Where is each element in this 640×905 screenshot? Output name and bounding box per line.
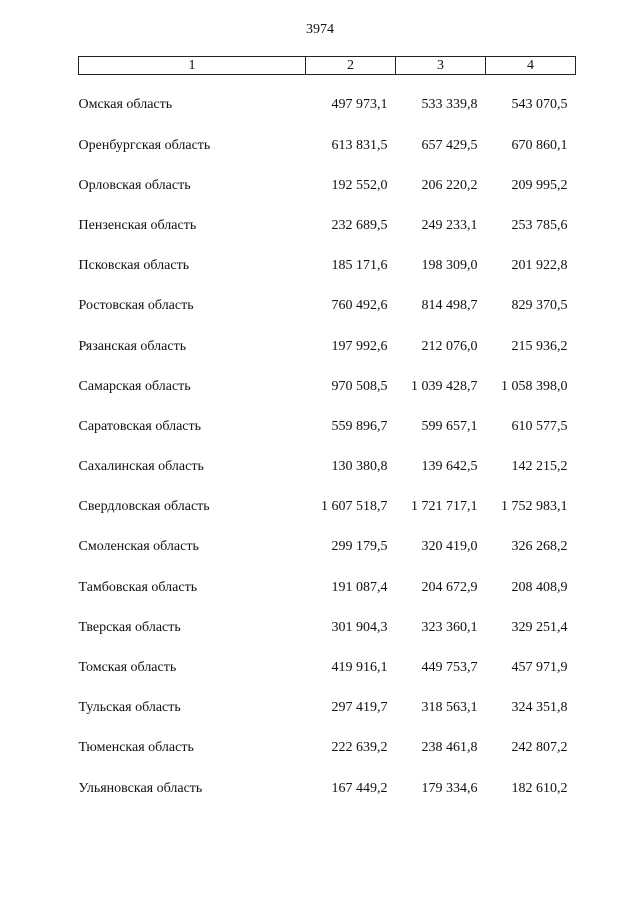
region-name-cell: Тульская область (78, 700, 181, 716)
region-name-cell: Омская область (78, 97, 173, 113)
column-header-3: 3 (396, 57, 486, 75)
value-col-4-cell: 1 058 398,0 (501, 378, 568, 394)
value-col-3-cell: 449 753,7 (421, 660, 478, 676)
region-name-cell: Псковская область (78, 258, 190, 274)
value-col-2-cell: 613 831,5 (331, 137, 388, 153)
region-name-cell: Тюменская область (78, 740, 194, 756)
value-col-4-cell: 142 215,2 (511, 459, 568, 475)
value-col-2-cell: 297 419,7 (331, 700, 388, 716)
region-name-cell: Томская область (78, 660, 177, 676)
table-row (79, 407, 576, 447)
value-col-3-cell: 204 672,9 (421, 579, 478, 595)
table-row (79, 326, 576, 366)
value-col-4-cell: 201 922,8 (511, 258, 568, 274)
value-col-4-cell: 670 860,1 (511, 137, 568, 153)
table-row (79, 527, 576, 567)
table-row (79, 166, 576, 206)
table-row (79, 769, 576, 809)
region-name-cell: Оренбургская область (78, 137, 211, 153)
value-col-2-cell: 559 896,7 (331, 418, 388, 434)
value-col-3-cell: 179 334,6 (421, 780, 478, 796)
table-row (79, 126, 576, 166)
value-col-3-cell: 533 339,8 (421, 97, 478, 113)
region-name-cell: Орловская область (78, 177, 191, 193)
table-body (79, 75, 576, 809)
regions-table-container (78, 56, 575, 809)
value-col-2-cell: 497 973,1 (331, 97, 388, 113)
value-col-4-cell: 182 610,2 (511, 780, 568, 796)
table-row (79, 608, 576, 648)
region-name-cell: Ростовская область (78, 298, 194, 314)
value-col-3-cell: 198 309,0 (421, 258, 478, 274)
region-name-cell: Сахалинская область (78, 459, 204, 475)
value-col-2-cell: 130 380,8 (331, 459, 388, 475)
value-col-3-cell: 1 039 428,7 (411, 378, 478, 394)
table-row (79, 367, 576, 407)
table-row (79, 246, 576, 286)
table-row (79, 447, 576, 487)
value-col-2-cell: 299 179,5 (331, 539, 388, 555)
page-number: 3974 (306, 22, 334, 37)
table-row (79, 75, 576, 126)
value-col-3-cell: 249 233,1 (421, 217, 478, 233)
value-col-2-cell: 185 171,6 (331, 258, 388, 274)
value-col-2-cell: 970 508,5 (331, 378, 388, 394)
value-col-3-cell: 318 563,1 (421, 700, 478, 716)
value-col-4-cell: 208 408,9 (511, 579, 568, 595)
value-col-2-cell: 232 689,5 (331, 217, 388, 233)
value-col-4-cell: 324 351,8 (511, 700, 568, 716)
column-header-4: 4 (486, 57, 576, 75)
region-name-cell: Тверская область (78, 619, 181, 635)
table-row (79, 487, 576, 527)
region-name-cell: Ульяновская область (78, 780, 203, 796)
table-row (79, 688, 576, 728)
region-name-cell: Самарская область (78, 378, 191, 394)
value-col-4-cell: 215 936,2 (511, 338, 568, 354)
region-name-cell: Пензенская область (78, 217, 197, 233)
value-col-3-cell: 599 657,1 (421, 418, 478, 434)
column-header-1: 1 (79, 57, 306, 75)
value-col-2-cell: 301 904,3 (331, 619, 388, 635)
value-col-3-cell: 1 721 717,1 (411, 499, 478, 515)
value-col-4-cell: 543 070,5 (511, 97, 568, 113)
value-col-4-cell: 457 971,9 (511, 660, 568, 676)
value-col-2-cell: 191 087,4 (331, 579, 388, 595)
value-col-2-cell: 1 607 518,7 (321, 499, 388, 515)
value-col-2-cell: 222 639,2 (331, 740, 388, 756)
region-name-cell: Свердловская область (78, 499, 210, 515)
region-name-cell: Смоленская область (78, 539, 199, 555)
value-col-4-cell: 329 251,4 (511, 619, 568, 635)
table-row (79, 568, 576, 608)
value-col-2-cell: 197 992,6 (331, 338, 388, 354)
value-col-4-cell: 829 370,5 (511, 298, 568, 314)
table-row (79, 728, 576, 768)
regions-table (78, 56, 576, 809)
value-col-4-cell: 1 752 983,1 (501, 499, 568, 515)
header-row (79, 57, 576, 75)
value-col-3-cell: 657 429,5 (421, 137, 478, 153)
value-col-4-cell: 242 807,2 (511, 740, 568, 756)
value-col-3-cell: 323 360,1 (421, 619, 478, 635)
value-col-3-cell: 238 461,8 (421, 740, 478, 756)
region-name-cell: Рязанская область (78, 338, 187, 354)
value-col-3-cell: 206 220,2 (421, 177, 478, 193)
table-row (79, 286, 576, 326)
value-col-4-cell: 326 268,2 (511, 539, 568, 555)
value-col-2-cell: 419 916,1 (331, 660, 388, 676)
value-col-3-cell: 139 642,5 (421, 459, 478, 475)
value-col-3-cell: 320 419,0 (421, 539, 478, 555)
value-col-3-cell: 212 076,0 (421, 338, 478, 354)
value-col-2-cell: 167 449,2 (331, 780, 388, 796)
table-row (79, 206, 576, 246)
table-header (79, 57, 576, 75)
value-col-4-cell: 610 577,5 (511, 418, 568, 434)
value-col-2-cell: 192 552,0 (331, 177, 388, 193)
value-col-3-cell: 814 498,7 (421, 298, 478, 314)
value-col-2-cell: 760 492,6 (331, 298, 388, 314)
value-col-4-cell: 253 785,6 (511, 217, 568, 233)
value-col-4-cell: 209 995,2 (511, 177, 568, 193)
region-name-cell: Тамбовская область (78, 579, 198, 595)
table-row (79, 648, 576, 688)
region-name-cell: Саратовская область (78, 418, 202, 434)
column-header-2: 2 (306, 57, 396, 75)
